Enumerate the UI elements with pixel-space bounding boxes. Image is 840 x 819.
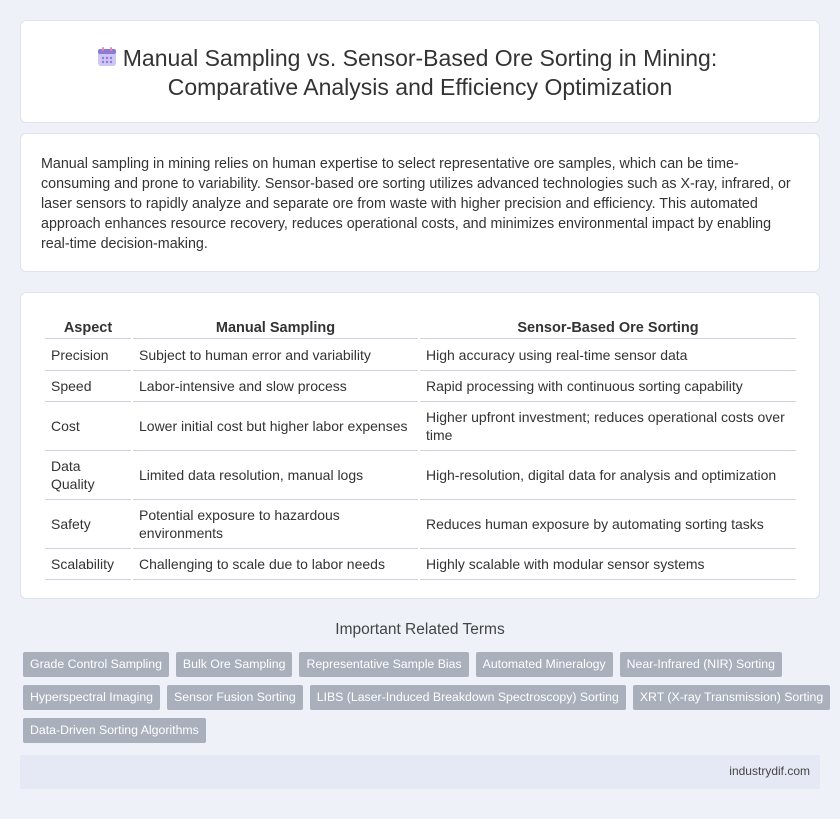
table-row <box>45 451 796 500</box>
header-manual-sampling: Manual Sampling <box>133 315 418 339</box>
cell-sensor: Rapid processing with continuous sorting capability <box>420 371 796 402</box>
tag-libs-sorting[interactable]: LIBS (Laser-Induced Breakdown Spectroscopy) Sorting <box>310 685 626 710</box>
table-header-row <box>45 315 796 339</box>
related-terms-heading: Important Related Terms <box>335 621 505 638</box>
cell-manual: Challenging to scale due to labor needs <box>133 549 418 580</box>
tag-representative-sample-bias[interactable]: Representative Sample Bias <box>299 652 468 677</box>
cell-aspect: Precision <box>45 339 131 371</box>
header-card <box>20 20 820 123</box>
footer <box>20 755 820 789</box>
tag-nir-sorting[interactable]: Near-Infrared (NIR) Sorting <box>620 652 782 677</box>
intro-card <box>20 133 820 272</box>
cell-aspect: Data Quality <box>45 451 131 500</box>
page-title: Manual Sampling vs. Sensor-Based Ore Sorting in Mining: Comparative Analysis and Efficiency Optimization <box>122 45 718 100</box>
table-row <box>45 339 796 371</box>
cell-sensor: High accuracy using real-time sensor data <box>420 339 796 371</box>
comparison-table <box>43 315 798 580</box>
intro-paragraph: Manual sampling in mining relies on human expertise to select representative ore samples, which can be time-consuming and prone to variability. Sensor-based ore sorting utilizes advanced technologies such as X-ray, infrared, or laser sensors to rapidly analyze and separate ore from waste with higher precision and efficiency. This automated approach enhances resource recovery, reduces operational costs, and minimizes environmental impact by enabling real-time decision-making. <box>41 156 791 252</box>
cell-sensor: Reduces human exposure by automating sorting tasks <box>420 500 796 549</box>
cell-aspect: Speed <box>45 371 131 402</box>
cell-sensor: High-resolution, digital data for analysis and optimization <box>420 451 796 500</box>
cell-manual: Limited data resolution, manual logs <box>133 451 418 500</box>
cell-aspect: Safety <box>45 500 131 549</box>
cell-manual: Labor-intensive and slow process <box>133 371 418 402</box>
tag-bulk-ore-sampling[interactable]: Bulk Ore Sampling <box>176 652 293 677</box>
footer-site-link[interactable]: industrydif.com <box>729 764 810 778</box>
tag-hyperspectral-imaging[interactable]: Hyperspectral Imaging <box>23 685 160 710</box>
table-row <box>45 549 796 580</box>
tag-automated-mineralogy[interactable]: Automated Mineralogy <box>476 652 613 677</box>
cell-manual: Potential exposure to hazardous environments <box>133 500 418 549</box>
tag-grade-control-sampling[interactable]: Grade Control Sampling <box>23 652 169 677</box>
table-row <box>45 371 796 402</box>
table-row <box>45 402 796 451</box>
cell-manual: Subject to human error and variability <box>133 339 418 371</box>
header-aspect: Aspect <box>45 315 131 339</box>
related-terms-list <box>23 652 823 751</box>
tag-sensor-fusion-sorting[interactable]: Sensor Fusion Sorting <box>167 685 303 710</box>
header-sensor-sorting: Sensor-Based Ore Sorting <box>420 315 796 339</box>
table-row <box>45 500 796 549</box>
cell-sensor: Higher upfront investment; reduces operational costs over time <box>420 402 796 451</box>
cell-aspect: Cost <box>45 402 131 451</box>
comparison-card <box>20 292 820 599</box>
cell-manual: Lower initial cost but higher labor expenses <box>133 402 418 451</box>
tag-xrt-sorting[interactable]: XRT (X-ray Transmission) Sorting <box>633 685 830 710</box>
tag-data-driven-sorting-algorithms[interactable]: Data-Driven Sorting Algorithms <box>23 718 206 743</box>
cell-sensor: Highly scalable with modular sensor systems <box>420 549 796 580</box>
cell-aspect: Scalability <box>45 549 131 580</box>
